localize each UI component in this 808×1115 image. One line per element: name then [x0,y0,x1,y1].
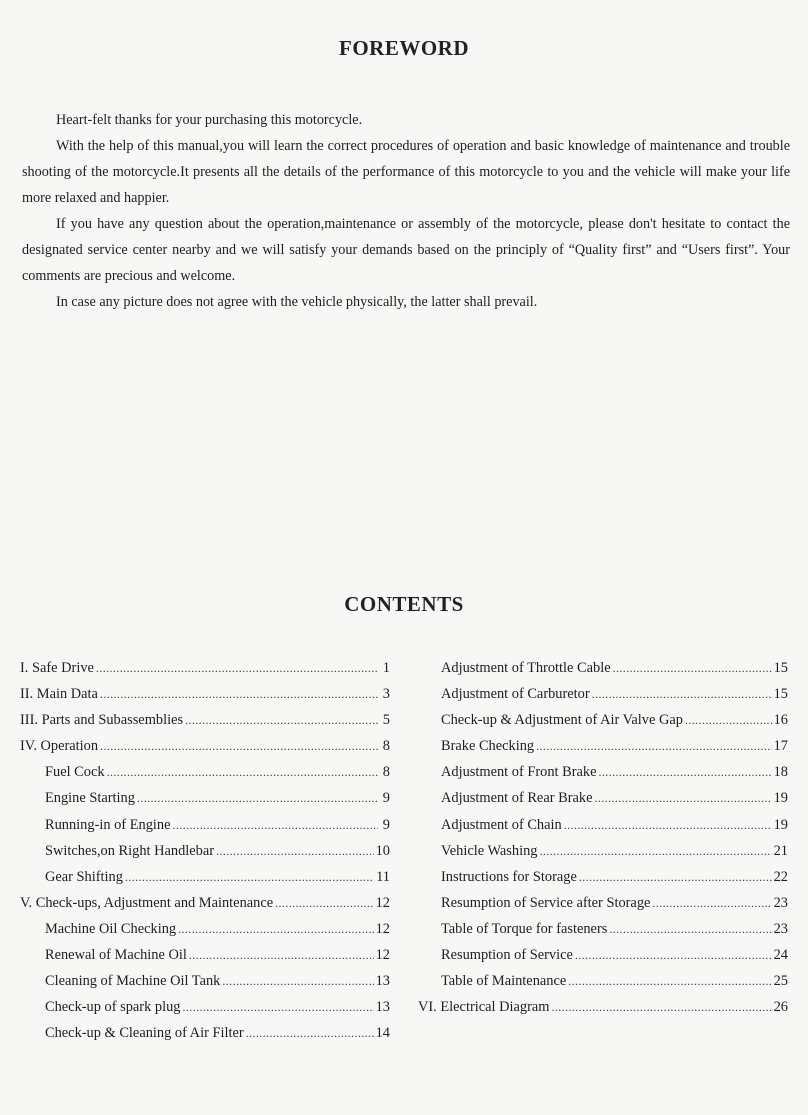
toc-entry: Engine Starting ..... 9 [20,790,390,816]
foreword-title: FOREWORD [339,36,469,60]
foreword-paragraph: With the help of this manual,you will learn the correct procedures of operation and basic knowledge of maintenance and trouble shooting of the motorcycle.It presents all the details of the performance of this motorcycle to you and the vehicle will make your life more relaxed and happier. [22,138,790,206]
toc-entry: Machine Oil Checking ..... 12 [20,921,390,947]
toc-entry: Check-up & Adjustment of Air Valve Gap ..... 16 [418,712,788,738]
toc-entry: Check-up & Cleaning of Air Filter ..... 14 [20,1025,390,1051]
toc-entry: Gear Shifting ..... 11 [20,869,390,895]
toc-entry: Brake Checking ..... 17 [418,738,788,764]
foreword-paragraph: Heart-felt thanks for your purchasing this motorcycle. [56,112,363,128]
toc-entry: Vehicle Washing ..... 21 [418,843,788,869]
toc-entry: I. Safe Drive ..... 1 [20,660,390,686]
toc-entry: Adjustment of Chain ..... 19 [418,817,788,843]
toc-entry: VI. Electrical Diagram ..... 26 [418,999,788,1025]
toc-entry: II. Main Data ..... 3 [20,686,390,712]
toc-entry: III. Parts and Subassemblies ..... 5 [20,712,390,738]
toc-entry: Resumption of Service after Storage ..... 23 [418,895,788,921]
toc-left-column [20,660,390,1051]
toc-entry: Running-in of Engine ..... 9 [20,817,390,843]
toc-entry: Adjustment of Rear Brake ..... 19 [418,790,788,816]
toc-entry: Table of Torque for fasteners ..... 23 [418,921,788,947]
toc-entry: Switches,on Right Handlebar ..... 10 [20,843,390,869]
foreword-paragraph: In case any picture does not agree with the vehicle physically, the latter shall prevail. [56,294,538,310]
toc-entry: Cleaning of Machine Oil Tank ..... 13 [20,973,390,999]
toc-right-column [418,660,788,1025]
toc-entry: V. Check-ups, Adjustment and Maintenance ..... 12 [20,895,390,921]
toc-entry: Check-up of spark plug ..... 13 [20,999,390,1025]
toc-entry: Renewal of Machine Oil ..... 12 [20,947,390,973]
toc-entry: Fuel Cock ..... 8 [20,764,390,790]
foreword-paragraph: If you have any question about the operation,maintenance or assembly of the motorcycle, please don't hesitate to contact the designated service center nearby and we will satisfy your demands based on the principly of “Quality first” and “Users first”. Your comments are precious and welcome. [22,216,790,284]
toc-entry: Adjustment of Front Brake ..... 18 [418,764,788,790]
toc-entry: Instructions for Storage ..... 22 [418,869,788,895]
toc-entry: Adjustment of Throttle Cable ..... 15 [418,660,788,686]
toc-entry: Resumption of Service ..... 24 [418,947,788,973]
contents-title: CONTENTS [344,592,464,616]
toc-entry: Table of Maintenance ..... 25 [418,973,788,999]
toc-entry: Adjustment of Carburetor ..... 15 [418,686,788,712]
toc-entry: IV. Operation ..... 8 [20,738,390,764]
